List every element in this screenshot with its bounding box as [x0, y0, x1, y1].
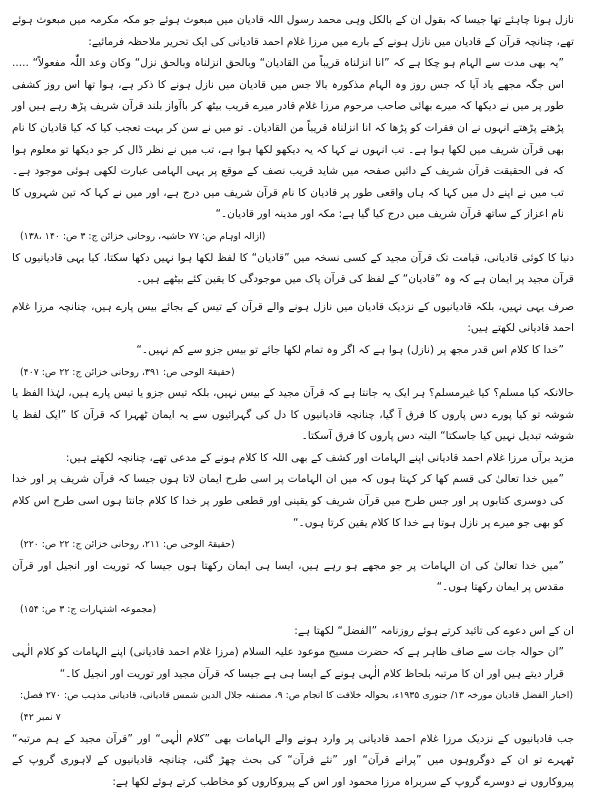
body-paragraph: نازل ہونا چاہئے تھا جیسا کہ بقول ان کے بالکل وہی محمد رسول اللہ قادیان میں مبعوث ہوئے جو مکہ مکرمہ میں مبعوث ہوئے تھے، چنانچہ قرآن کے قادیان میں نازل ہونے کے بارے میں مرزا غلام احمد قادیانی کی ایک تحریر ملاحظہ فرمائیے: [12, 14, 574, 48]
citation-reference [20, 362, 574, 384]
citation-text: (حقیقۃ الوحی ص: ۳۹۱، روحانی خزائن ج: ۲۲ ص: ۴۰۷) [20, 366, 235, 378]
block-quote: ”میں خدا تعالیٰ کی قسم کھا کر کہتا ہوں کہ میں ان الہامات پر اسی طرح ایمان لاتا ہوں جیسا کہ قرآن شریف پر اور خدا کی دوسری کتابوں پر اور جس طرح میں قرآن شریف کو یقینی اور قطعی طور پر خدا کا کلام جانتا ہوں اسی طرح اس کلام کو بھی جو میرے پر نازل ہوتا ہے خدا کا کلام یقین کرتا ہوں۔“ [12, 473, 564, 529]
block-quote: ”خدا کا کلام اس قدر مجھ پر (نازل) ہوا ہے کہ اگر وہ تمام لکھا جائے تو بیس جزو سے کم نہیں۔“ [136, 343, 564, 356]
citation-text: (حقیقۃ الوحی ص: ۲۱۱، روحانی خزائن ج: ۲۲ ص: ۲۲۰) [20, 539, 235, 551]
body-paragraph: جب قادیانیوں کے نزدیک مرزا غلام احمد قادیانی پر وارد ہونے والے الہامات بھی ”کلام الٰہی“ اور ”قرآن مجید کے ہم مرتبہ“ ٹھہرے تو ان کے دوگروہوں میں ”پرانے قرآن“ اور ”نئے قرآن“ کی بحث چھڑ گئی، چنانچہ قادیانیوں کے لاہوری گروپ کے پیروکاروں نے دوسرے گروپ کے سربراہ مرزا محمود اور اس کے پیروکاروں کو مخاطب کرتے ہوئے لکھا ہے: [12, 732, 574, 788]
block-quote: ”یہ بھی مدت سے الہام ہو چکا ہے کہ ”انا انزلناہ قریباً من القادیان“ وبالحق انزلناہ وبالحق نزل“ وکان وعد اللّٰہ مفعولاً“ ..... اس جگہ مجھے یاد آیا کہ جس روز وہ الہام مذکورہ بالا جس میں قادیان میں نازل ہونے کا ذکر ہے، ہوا تھا اس روز کشفی طور پر میں نے دیکھا کہ میرے بھائی صاحب مرحوم مرزا غلام قادر میرے قریب بیٹھ کر باآواز بلند قرآن شریف پڑھ رہے ہیں اور پڑھتے پڑھتے انہوں نے ان فقرات کو پڑھا کہ انا انزلناہ قریباً من القادیان۔ تو میں نے سن کر بہت تعجب کیا کہ کیا قادیان کا نام بھی قرآن شریف میں لکھا ہوا ہے۔ تب انہوں نے کہا کہ یہ دیکھو لکھا ہوا ہے، تب میں نے نظر ڈال کر جو دیکھا تو معلوم ہوا کہ فی الحقیقت قرآن شریف کے دائیں صفحہ میں شاید قریب نصف کے موقع پر یہی الہامی عبارت لکھی ہوئی موجود ہے۔ تب میں نے اپنے دل میں کہا کہ ہاں واقعی طور پر قادیان کا نام قرآن شریف میں درج ہے، اور میں نے کہا کہ تین شہروں کا نام اعزاز کے ساتھ قرآن شریف میں درج کیا گیا ہے: مکہ اور مدینہ اور قادیان۔“ [12, 57, 564, 221]
body-paragraph: دنیا کا کوئی قادیانی، قیامت تک قرآن مجید کے کسی نسخہ میں ”قادیان“ کا لفظ لکھا ہوا نہیں دکھا سکتا، کیا یہی قادیانیوں کا قرآن مجید پر ایمان ہے کہ وہ ”قادیان“ کے لفظ کی قرآن پاک میں موجودگی کا یقین کئے بیٹھے ہیں۔ [12, 251, 574, 286]
citation-text: (اخبار الفضل قادیان مورخہ ۱۳/ جنوری ۱۹۳۵ء، بحوالہ خلافت کا انجام ص: ۹، مصنفہ جلال الدین شمس قادیانی، قادیانی مذہب ص: ۲۷۰ فصل: ۷ نمبر ۴۲) [20, 690, 574, 723]
body-paragraph: مزید برآں مرزا غلام احمد قادیانی اپنے الہامات اور کشف کے بھی اللہ کا کلام ہونے کے مدعی تھے، چنانچہ لکھتے ہیں: [65, 451, 574, 464]
citation-reference [20, 599, 574, 621]
block-quote: ”ان حوالہ جات سے صاف ظاہر ہے کہ حضرت مسیح موعود علیہ السلام (مرزا غلام احمد قادیانی) اپنے الہامات کو کلام الٰہی قرار دیتے ہیں اور ان کا مرتبہ بلحاظ کلام الٰہی ہونے کے ایسا ہی ہے جیسا کہ قرآن مجید اور توریت اور انجیل کا۔“ [12, 646, 564, 680]
block-quote: ”میں خدا تعالیٰ کی ان الہامات پر جو مجھے ہو رہے ہیں، ایسا ہی ایمان رکھتا ہوں جیسا کہ توریت اور انجیل اور قرآن مقدس پر ایمان رکھتا ہوں۔“ [12, 559, 564, 594]
body-paragraph: صرف یہی نہیں، بلکہ قادیانیوں کے نزدیک قادیان میں نازل ہونے والے قرآن کے تیس کے بجائے بیس پارے ہیں، چنانچہ مرزا غلام احمد قادیانی لکھتے ہیں: [12, 300, 574, 335]
body-paragraph: حالانکہ کیا مسلم؟ کیا غیرمسلم؟ ہر ایک یہ جانتا ہے کہ قرآن مجید کے بیس نہیں، بلکہ تیس جزو یا تیس پارے ہیں، لہٰذا الفظ یا شوشہ تو کیا پورے دس پاروں کا فرق آ گیا، چنانچہ قادیانیوں کا دل کی گہرائیوں سے یہ ایمان ٹھہرا کہ قرآن کا ”ایک لفظ یا شوشہ تبدیل نہیں کیا جاسکتا“ البتہ دس پاروں کا فرق آسکتا۔ [12, 387, 574, 443]
citation-reference [20, 685, 574, 728]
citation-text: (مجموعہ اشتہارات ج: ۳ ص: ۱۵۴) [20, 604, 157, 616]
citation-text: (ازالہ اوہام ص: ۷۷ حاشیہ، روحانی خزائن ج: ۳ ص: ۱۴۰ ،۱۳۸) [20, 230, 266, 242]
citation-reference [20, 226, 574, 248]
body-paragraph: ان کے اس دعوے کی تائید کرتے ہوئے روزنامہ ”الفضل“ لکھتا ہے: [294, 624, 574, 637]
citation-reference [20, 534, 574, 556]
